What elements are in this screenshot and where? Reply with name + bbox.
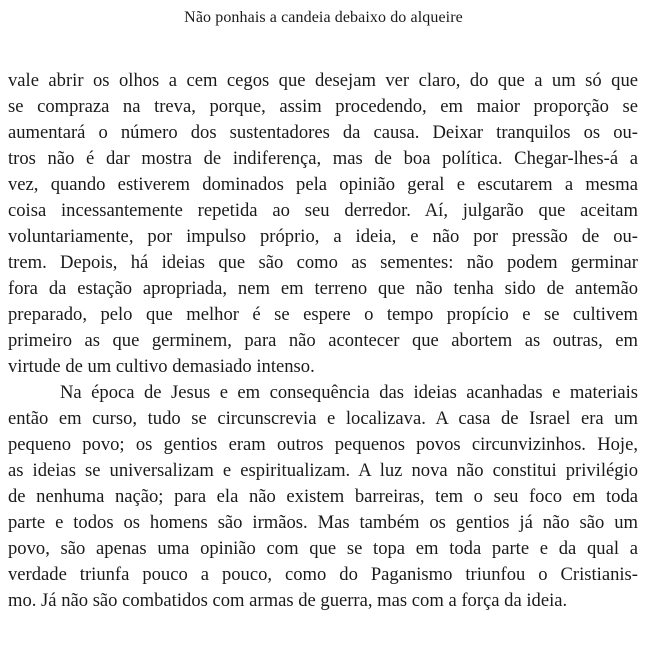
text-line: tros não é dar mostra de indiferença, mas de boa política. Chegar-lhes-á a	[8, 148, 638, 169]
text-line: voluntariamente, por impulso próprio, a ideia, e não por pressão de ou-	[8, 226, 638, 247]
text-line: as ideias se universalizam e espiritualizam. A luz nova não constitui privilégio	[8, 460, 638, 481]
paragraph-2	[8, 380, 638, 614]
text-line: vez, quando estiverem dominados pela opinião geral e escutarem a mesma	[8, 174, 638, 195]
text-line: fora da estação apropriada, nem em terreno que não tenha sido de antemão	[8, 278, 638, 299]
text-line: mo. Já não são combatidos com armas de guerra, mas com a força da ideia.	[8, 590, 568, 611]
running-header: Não ponhais a candeia debaixo do alqueire	[184, 9, 463, 26]
text-line: trem. Depois, há ideias que são como as sementes: não podem germinar	[8, 252, 638, 273]
text-line: coisa incessantemente repetida ao seu derredor. Aí, julgarão que aceitam	[8, 200, 638, 221]
paragraph-1	[8, 68, 638, 380]
text-line: então em curso, tudo se circunscrevia e localizava. A casa de Israel era um	[8, 408, 638, 429]
text-line: preparado, pelo que melhor é se espere o tempo propício e se cultivem	[8, 304, 638, 325]
text-line: povo, são apenas uma opinião com que se topa em toda parte e da qual a	[8, 538, 638, 559]
text-line: verdade triunfa pouco a pouco, como do Paganismo triunfou o Cristianis-	[8, 564, 638, 585]
text-line: pequeno povo; os gentios eram outros pequenos povos circunvizinhos. Hoje,	[8, 434, 638, 455]
text-line: vale abrir os olhos a cem cegos que desejam ver claro, do que a um só que	[8, 70, 638, 91]
text-line: Na época de Jesus e em consequência das ideias acanhadas e materiais	[60, 382, 638, 403]
text-line: de nenhuma nação; para ela não existem barreiras, tem o seu foco em toda	[8, 486, 638, 507]
body-text	[8, 68, 638, 614]
text-line: se compraza na treva, porque, assim procedendo, em maior proporção se	[8, 96, 638, 117]
text-line: primeiro as que germinem, para não acontecer que abortem as outras, em	[8, 330, 638, 351]
text-line: parte e todos os homens são irmãos. Mas também os gentios já não são um	[8, 512, 638, 533]
text-line: aumentará o número dos sustentadores da causa. Deixar tranquilos os ou-	[8, 122, 638, 143]
text-line: virtude de um cultivo demasiado intenso.	[8, 356, 315, 377]
